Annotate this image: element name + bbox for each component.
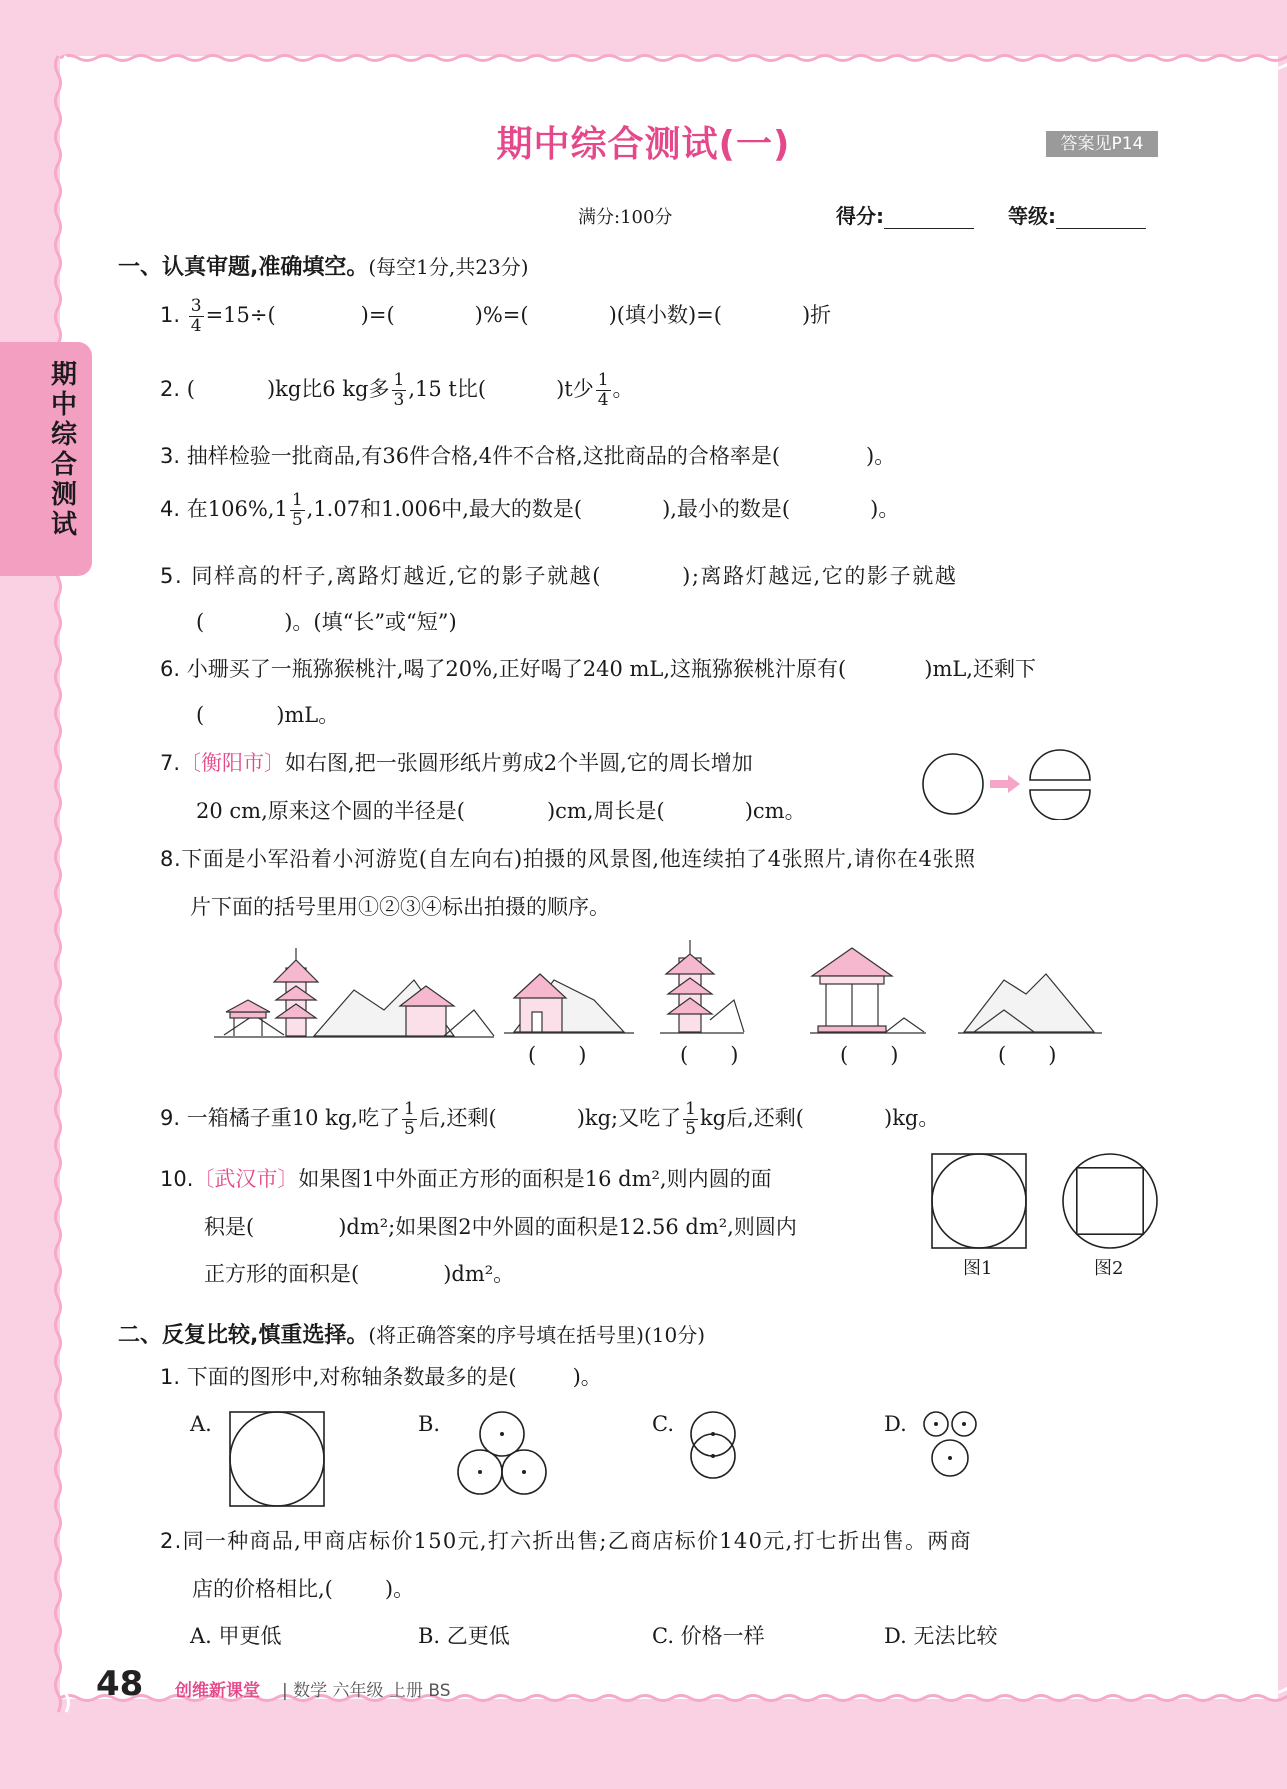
question-1-3: 3. 抽样检验一批商品,有36件合格,4件不合格,这批商品的合格率是( )。: [160, 444, 896, 468]
grade-field[interactable]: [1008, 200, 1146, 229]
question-1-5: 5. 同样高的杆子,离路灯越近,它的影子就越( );离路灯越远,它的影子就越: [160, 564, 958, 588]
side-tab: [0, 342, 92, 576]
footer-brand: 创维新课堂: [175, 1681, 260, 1701]
question-1-6-line2: ( )mL。: [196, 703, 340, 727]
question-1-2: 2. ( )kg比6 kg多 $\frac{1}{3}$ ,15 t比( )t少 $\frac{1}{4}$ 。: [160, 370, 634, 410]
option-c-label[interactable]: C.: [652, 1412, 674, 1436]
square-circle-figures: [928, 1150, 1162, 1254]
panorama-image: [214, 948, 494, 1037]
full-score: 满分:100分: [578, 207, 673, 228]
figure-2-label: 图2: [1094, 1258, 1124, 1279]
question-1-6: 6. 小珊买了一瓶猕猴桃汁,喝了20%,正好喝了240 mL,这瓶猕猴桃汁原有( )mL,还剩下: [160, 657, 1036, 681]
score-field[interactable]: [836, 200, 974, 229]
question-1-4: 4. 在106%,1 $\frac{1}{5}$ ,1.07和1.006中,最大的数是( ),最小的数是( )。: [160, 490, 900, 530]
question-2-2: 2.同一种商品,甲商店标价150元,打六折出售;乙商店标价140元,打七折出售。两商: [160, 1529, 972, 1553]
scenery-images: [214, 940, 1114, 1040]
question-2-1: 1. 下面的图形中,对称轴条数最多的是( )。: [160, 1365, 602, 1389]
section-2-heading: 二、反复比较,慎重选择。(将正确答案的序号填在括号里)(10分): [118, 1323, 706, 1348]
question-2-2-line2: 店的价格相比,( )。: [192, 1577, 415, 1601]
question-1-8: 8.下面是小军沿着小河游览(自左向右)拍摄的风景图,他连续拍了4张照片,请你在4张照: [160, 847, 976, 871]
photo-order-blank-4[interactable]: ( ): [998, 1043, 1057, 1067]
pavilion-image: [810, 948, 926, 1033]
option-c[interactable]: C. 价格一样: [652, 1624, 765, 1648]
score-label: 得分:: [836, 204, 884, 228]
option-a[interactable]: A. 甲更低: [190, 1624, 282, 1648]
option-a-label[interactable]: A.: [190, 1412, 212, 1436]
figure-1-label: 图1: [963, 1258, 993, 1279]
question-1-7: 7.〔衡阳市〕如右图,把一张圆形纸片剪成2个半圆,它的周长增加: [160, 751, 753, 775]
section-1-heading: 一、认真审题,准确填空。(每空1分,共23分): [118, 255, 529, 280]
question-1-1: 1. $\frac{3}{4}$ =15÷( )=( )%=( )(填小数)=( )折: [160, 296, 832, 336]
option-b-label[interactable]: B.: [418, 1412, 441, 1436]
question-1-10: 10.〔武汉市〕如果图1中外面正方形的面积是16 dm²,则内圆的面: [160, 1167, 772, 1191]
option-d[interactable]: D. 无法比较: [884, 1624, 998, 1648]
answer-reference-badge: 答案见P14: [1046, 131, 1158, 157]
mountain-image: [958, 974, 1102, 1033]
question-1-5-line2: ( )。(填“长”或“短”): [196, 610, 457, 634]
photo-order-blank-2[interactable]: ( ): [680, 1043, 739, 1067]
footer-book-info: | 数学 六年级 上册 BS: [282, 1681, 451, 1701]
source-tag: 〔武汉市〕: [193, 1167, 299, 1191]
option-b[interactable]: B. 乙更低: [418, 1624, 510, 1648]
option-d-label[interactable]: D.: [884, 1412, 907, 1436]
page-title: 期中综合测试(一): [496, 124, 791, 165]
circle-cut-figure: [920, 746, 1092, 820]
option-figures: [226, 1408, 986, 1512]
page-number: 48: [96, 1664, 144, 1704]
house-image: [504, 974, 634, 1033]
pagoda-image: [660, 940, 744, 1033]
side-tab-label: 期中综合测试: [50, 360, 77, 540]
photo-order-blank-3[interactable]: ( ): [840, 1043, 899, 1067]
question-1-8-line2: 片下面的括号里用①②③④标出拍摄的顺序。: [190, 895, 610, 919]
photo-order-blank-1[interactable]: ( ): [528, 1043, 587, 1067]
question-1-9: 9. 一箱橘子重10 kg,吃了 $\frac{1}{5}$ 后,还剩( )kg;又吃了 $\frac{1}{5}$ kg后,还剩( )kg。: [160, 1099, 940, 1139]
grade-label: 等级:: [1008, 204, 1056, 228]
question-1-10-line2: 积是( )dm²;如果图2中外圆的面积是12.56 dm²,则圆内: [204, 1215, 797, 1239]
question-1-7-line2: 20 cm,原来这个圆的半径是( )cm,周长是( )cm。: [196, 799, 806, 823]
question-1-10-line3: 正方形的面积是( )dm²。: [204, 1262, 515, 1286]
source-tag: 〔衡阳市〕: [180, 751, 286, 775]
